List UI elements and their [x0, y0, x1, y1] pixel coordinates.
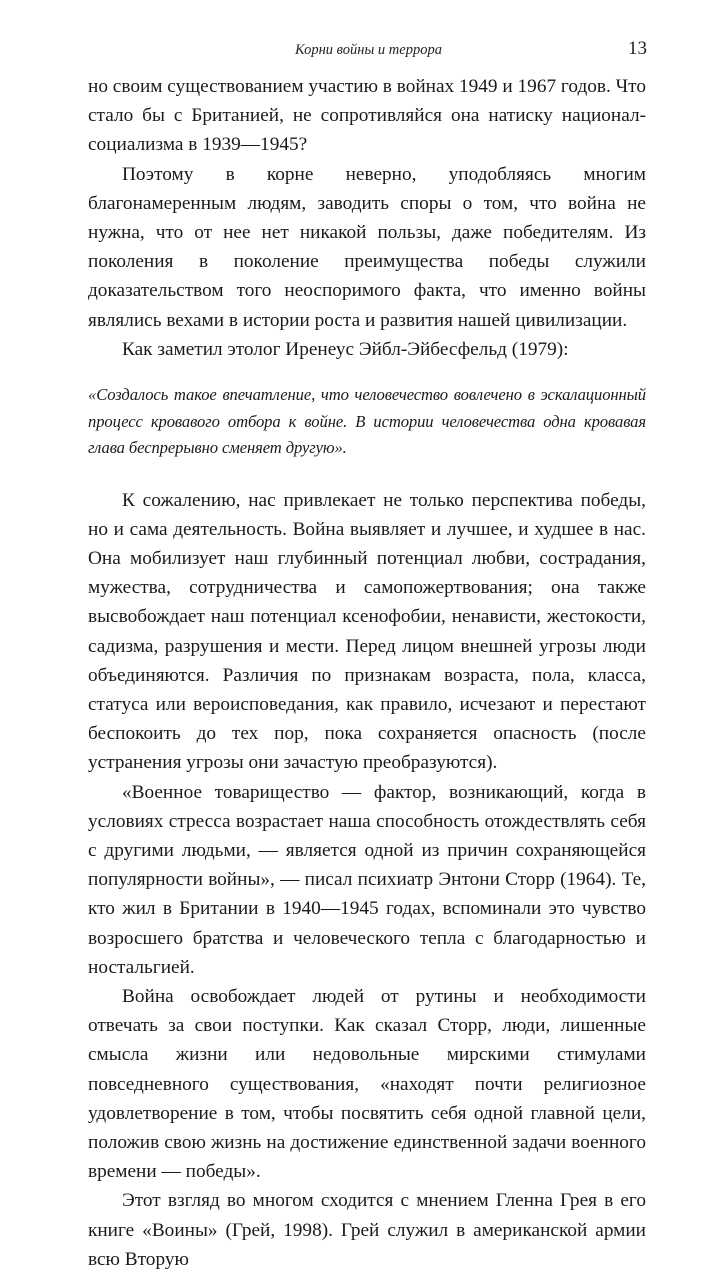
running-header [90, 38, 647, 62]
paragraph: К сожалению, нас привлекает не только перспектива победы, но и сама деятельность. Война выявляет и лучшее, и худшее в нас. Она мобилизует наш глубинный потенциал любви, сострадания, мужества, сотрудничества и самопожертвования; она также высвобождает наш потенциал ксенофобии, ненависти, жестокости, садизма, разрушения и мести. Перед лицом внешней угрозы люди объединяются. Различия по признакам возраста, пола, класса, статуса или вероисповедания, как правило, исчезают и перестают беспокоить до тех пор, пока сохраняется опасность (после устранения угрозы они зачастую преобразуются). [88, 489, 646, 774]
paragraph-quote-intro: Как заметил этолог Иренеус Эйбл-Эйбесфельд (1979): [122, 338, 569, 360]
running-title: Корни войны и террора [295, 42, 442, 58]
body-text [88, 72, 646, 1274]
paragraph: Поэтому в корне неверно, уподобляясь многим благонамеренным людям, заводить споры о том, что война не нужна, что от нее нет никакой пользы, даже победителям. Из поколения в поколение преимущества победы служили доказательством того неоспоримого факта, что именно войны являлись вехами в истории роста и развития нашей цивилизации. [88, 163, 646, 331]
block-quote: «Создалось такое впечатление, что человечество вовлечено в эскалационный процесс кровавого отбора к войне. В истории человечества одна кровавая глава беспрерывно сменяет другую». [88, 385, 646, 458]
paragraph-continuation: но своим существованием участию в войнах 1949 и 1967 годов. Что стало бы с Британией, не сопротивляйся она натиску национал-социализма в 1939—1945? [88, 76, 646, 156]
page-number: 13 [628, 38, 647, 59]
paragraph: Война освобождает людей от рутины и необходимости отвечать за свои поступки. Как сказал Сторр, люди, лишенные смысла жизни или недовольные мирскими стимулами повседневного существования, «находят почти религиозное удовлетворение в том, чтобы посвятить себя одной главной цели, положив свою жизнь на достижение единственной задачи военного времени — победы». [88, 985, 646, 1183]
paragraph: «Военное товарищество — фактор, возникающий, когда в условиях стресса возрастает наша способность отождествлять себя с другими людьми, — является одной из причин сохраняющейся популярности войны», — писал психиатр Энтони Сторр (1964). Те, кто жил в Британии в 1940—1945 годах, вспоминали это чувство возросшего братства и человеческого тепла с благодарностью и ностальгией. [88, 781, 646, 978]
paragraph: Этот взгляд во многом сходится с мнением Гленна Грея в его книге «Воины» (Грей, 1998). Грей служил в американской армии всю Вторую [88, 1190, 646, 1270]
